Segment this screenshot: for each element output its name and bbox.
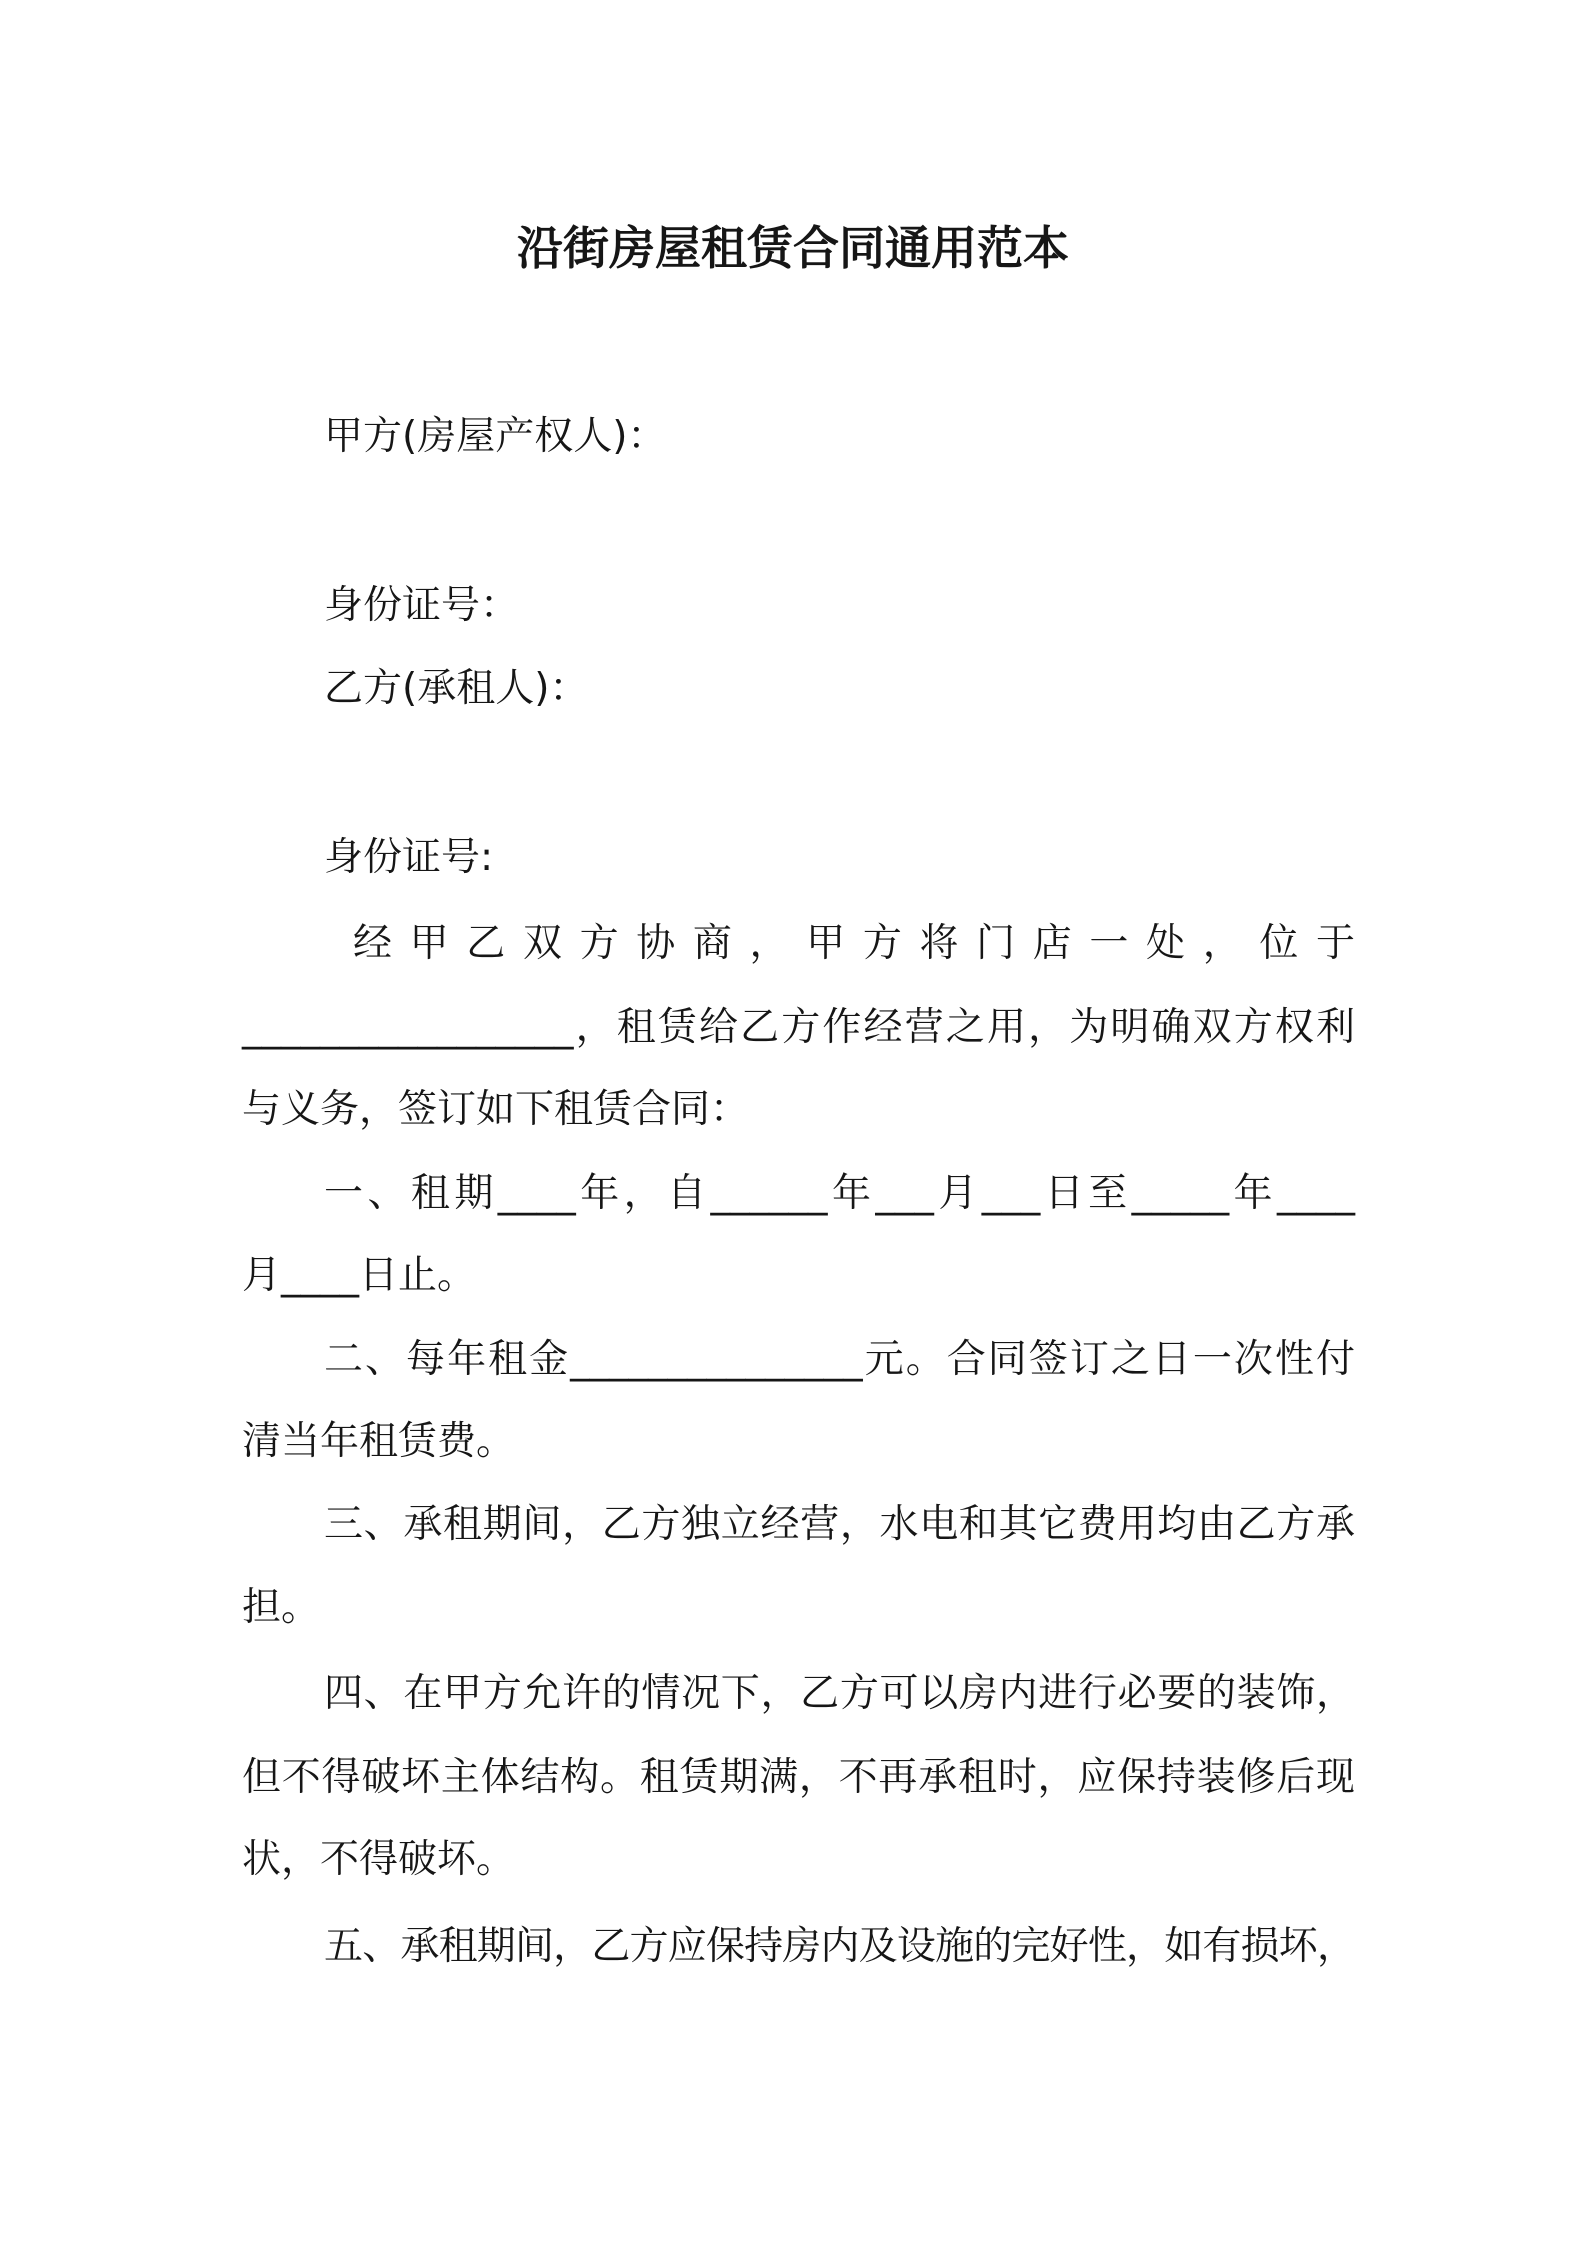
party-a-label: 甲方(房屋产权人)：: [324, 414, 667, 459]
clause-3-line: 担。: [242, 1585, 321, 1630]
clause-1-line: 月____日止。: [242, 1253, 477, 1298]
party-b-id-label: 身份证号:: [324, 835, 494, 880]
clause-4-line: 四、在甲方允许的情况下，乙方可以房内进行必要的装饰，: [324, 1671, 1355, 1716]
clause-2-line: 清当年租赁费。: [242, 1419, 516, 1464]
clause-3-line: 三、承租期间，乙方独立经营，水电和其它费用均由乙方承: [324, 1502, 1355, 1547]
party-a-id-label: 身份证号：: [324, 583, 520, 628]
document-title: 沿街房屋租赁合同通用范本: [517, 221, 1069, 275]
party-b-label: 乙方(承租人)：: [324, 666, 589, 711]
clause-4-line: 状，不得破坏。: [242, 1837, 516, 1882]
clause-5-line: 五、承租期间，乙方应保持房内及设施的完好性，如有损坏，: [324, 1924, 1355, 1969]
clause-4-line: 但不得破坏主体结构。租赁期满，不再承租时，应保持装修后现: [242, 1755, 1355, 1800]
intro-paragraph-line: 与义务，签订如下租赁合同：: [242, 1087, 750, 1132]
intro-paragraph-line: _________________，租赁给乙方作经营之用，为明确双方权利: [242, 1005, 1355, 1050]
clause-1-line: 一、租期____年，自______年___月___日至_____年____: [324, 1171, 1355, 1216]
intro-paragraph-line: 经甲乙双方协商，甲方将门店一处，位于: [353, 921, 1355, 966]
clause-2-line: 二、每年租金_______________元。合同签订之日一次性付: [324, 1337, 1355, 1382]
